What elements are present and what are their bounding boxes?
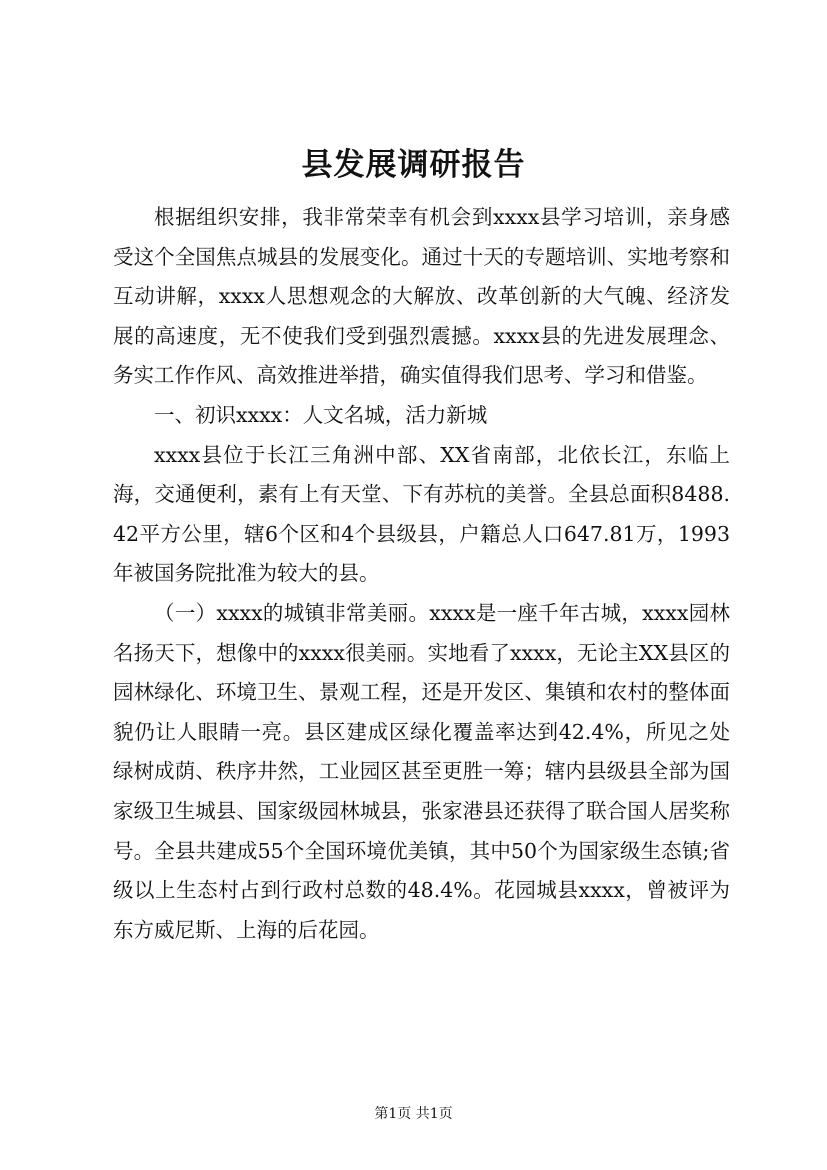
paragraph-overview: xxxx县位于长江三角洲中部、XX省南部，北依长江，东临上海，交通便利，素有上有天堂、下有苏杭的美誉。全县总面积8488.42平方公里，辖6个区和4个县级县，户籍总人口647.81万，1993年被国务院批准为较大的县。 [113,442,730,586]
paragraph-city-beauty: （一）xxxx的城镇非常美丽。xxxx是一座千年古城，xxxx园林名扬天下，想像中的xxxx很美丽。实地看了xxxx，无论主XX县区的园林绿化、环境卫生、景观工程，还是开发区、集镇和农村的整体面貌仍让人眼睛一亮。县区建成区绿化覆盖率达到42.4%，所见之处绿树成荫、秩序井然，工业园区甚至更胜一筹；辖内县级县全部为国家级卫生城县、国家级园林城县，张家港县还获得了联合国人居奖称号。全县共建成55个全国环境优美镇，其中50个为国家级生态镇;省级以上生态村占到行政村总数的48.4%。花园城县xxxx，曾被评为东方威尼斯、上海的后花园。 [113,600,730,942]
section-heading: 一、初识xxxx：人文名城，活力新城 [154,402,488,427]
paragraph-intro: 根据组织安排，我非常荣幸有机会到xxxx县学习培训，亲身感受这个全国焦点城县的发展变化。通过十天的专题培训、实地考察和互动讲解，xxxx人思想观念的大解放、改革创新的大气魄、经济发展的高速度，无不使我们受到强烈震撼。xxxx县的先进发展理念、务实工作作风、高效推进举措，确实值得我们思考、学习和借鉴。 [113,205,730,388]
page-footer: 第1页 共1页 [374,1106,453,1122]
document-body [113,198,730,950]
document-title: 县发展调研报告 [301,147,526,183]
